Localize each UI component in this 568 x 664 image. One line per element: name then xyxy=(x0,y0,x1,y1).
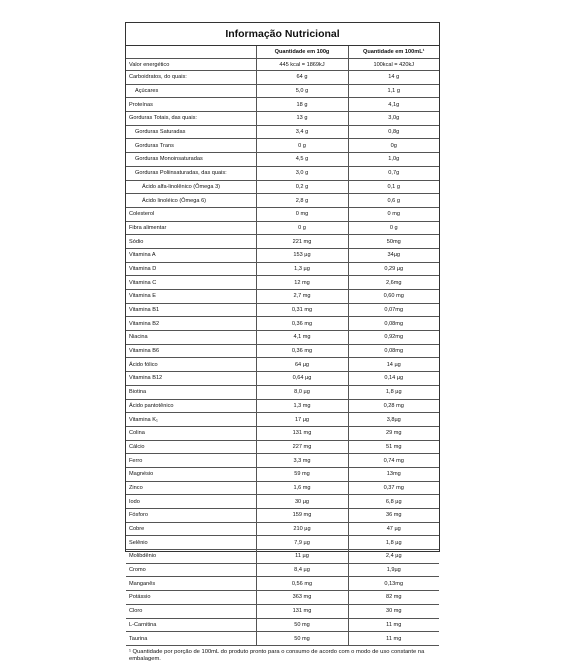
nutrient-row xyxy=(126,221,439,235)
nutrient-row xyxy=(126,344,439,358)
nutrient-name: Ácido pantotênico xyxy=(126,399,256,413)
value-per-100g: 64 g xyxy=(256,71,348,85)
value-per-100ml: 0,92mg xyxy=(348,331,439,345)
value-per-100ml: 0 mg xyxy=(348,207,439,221)
energy-label: Valor energético xyxy=(126,59,256,71)
nutrient-row xyxy=(126,180,439,194)
value-per-100ml: 1,8 µg xyxy=(348,536,439,550)
value-per-100ml: 0,08mg xyxy=(348,317,439,331)
value-per-100g: 159 mg xyxy=(256,509,348,523)
header-nutrient xyxy=(126,46,256,59)
value-per-100g: 0,2 g xyxy=(256,180,348,194)
nutrient-name: Cromo xyxy=(126,563,256,577)
nutrient-row xyxy=(126,71,439,85)
value-per-100ml: 0,28 mg xyxy=(348,399,439,413)
energy-per-100ml: 100kcal = 420kJ xyxy=(348,59,439,71)
nutrient-name: Carboidratos, do quais: xyxy=(126,71,256,85)
nutrient-row xyxy=(126,536,439,550)
nutrient-row xyxy=(126,563,439,577)
value-per-100g: 0,36 mg xyxy=(256,344,348,358)
nutrient-name: Vitamina B12 xyxy=(126,372,256,386)
energy-per-100g: 445 kcal = 1869kJ xyxy=(256,59,348,71)
value-per-100g: 0 mg xyxy=(256,207,348,221)
value-per-100g: 50 mg xyxy=(256,632,348,645)
value-per-100g: 221 mg xyxy=(256,235,348,249)
nutrient-row xyxy=(126,303,439,317)
nutrient-name: Colesterol xyxy=(126,207,256,221)
nutrient-name: Gorduras Monoinsaturadas xyxy=(126,153,256,167)
value-per-100g: 2,7 mg xyxy=(256,290,348,304)
nutrient-name: Ácido linoléico (Ômega 6) xyxy=(126,194,256,208)
nutrient-name: Cobre xyxy=(126,522,256,536)
nutrient-name: Manganês xyxy=(126,577,256,591)
nutrient-row xyxy=(126,290,439,304)
nutrient-row xyxy=(126,331,439,345)
nutrient-row xyxy=(126,84,439,98)
value-per-100g: 1,3 µg xyxy=(256,262,348,276)
nutrient-name: Vitamina E xyxy=(126,290,256,304)
value-per-100g: 0,36 mg xyxy=(256,317,348,331)
value-per-100g: 153 µg xyxy=(256,248,348,262)
value-per-100g: 50 mg xyxy=(256,618,348,632)
nutrient-name: Cloro xyxy=(126,604,256,618)
nutrient-name: Ferro xyxy=(126,454,256,468)
nutrient-row xyxy=(126,618,439,632)
nutrient-name: Ácido alfa-linolênico (Ômega 3) xyxy=(126,180,256,194)
value-per-100g: 3,0 g xyxy=(256,166,348,180)
value-per-100ml: 36 mg xyxy=(348,509,439,523)
value-per-100g: 17 µg xyxy=(256,413,348,427)
value-per-100ml: 34µg xyxy=(348,248,439,262)
nutrient-row xyxy=(126,399,439,413)
value-per-100g: 59 mg xyxy=(256,467,348,481)
nutrient-name: Açúcares xyxy=(126,84,256,98)
value-per-100ml: 82 mg xyxy=(348,591,439,605)
value-per-100ml: 1,9µg xyxy=(348,563,439,577)
nutrient-name: Zinco xyxy=(126,481,256,495)
value-per-100ml: 0,60 mg xyxy=(348,290,439,304)
nutrient-name: Colina xyxy=(126,426,256,440)
value-per-100ml: 11 mg xyxy=(348,618,439,632)
nutrient-row xyxy=(126,317,439,331)
nutrient-row xyxy=(126,194,439,208)
value-per-100ml: 14 g xyxy=(348,71,439,85)
nutrient-row xyxy=(126,522,439,536)
value-per-100g: 1,3 mg xyxy=(256,399,348,413)
value-per-100g: 0 g xyxy=(256,221,348,235)
nutrient-name: Molibdênio xyxy=(126,550,256,564)
value-per-100g: 0,56 mg xyxy=(256,577,348,591)
value-per-100g: 131 mg xyxy=(256,604,348,618)
nutrient-row xyxy=(126,207,439,221)
value-per-100ml: 0,07mg xyxy=(348,303,439,317)
value-per-100g: 3,4 g xyxy=(256,125,348,139)
value-per-100g: 7,9 µg xyxy=(256,536,348,550)
nutrition-facts-panel xyxy=(125,22,440,663)
nutrient-name: Gorduras Trans xyxy=(126,139,256,153)
value-per-100ml: 4,1g xyxy=(348,98,439,112)
value-per-100ml: 6,8 µg xyxy=(348,495,439,509)
value-per-100ml: 2,6mg xyxy=(348,276,439,290)
nutrient-row xyxy=(126,495,439,509)
nutrient-row xyxy=(126,413,439,427)
value-per-100ml: 0,1 g xyxy=(348,180,439,194)
value-per-100ml: 2,4 µg xyxy=(348,550,439,564)
nutrient-name: Gorduras Totais, das quais: xyxy=(126,112,256,126)
header-per-100ml: Quantidade em 100mL¹ xyxy=(348,46,439,59)
value-per-100ml: 11 mg xyxy=(348,632,439,645)
nutrient-row xyxy=(126,426,439,440)
value-per-100g: 30 µg xyxy=(256,495,348,509)
value-per-100ml: 0,8g xyxy=(348,125,439,139)
nutrient-row xyxy=(126,550,439,564)
value-per-100ml: 47 µg xyxy=(348,522,439,536)
nutrient-row xyxy=(126,166,439,180)
value-per-100ml: 1,0g xyxy=(348,153,439,167)
nutrient-row xyxy=(126,454,439,468)
value-per-100g: 8,4 µg xyxy=(256,563,348,577)
nutrient-row xyxy=(126,125,439,139)
value-per-100ml: 29 mg xyxy=(348,426,439,440)
value-per-100g: 64 µg xyxy=(256,358,348,372)
value-per-100g: 0,64 µg xyxy=(256,372,348,386)
nutrient-row xyxy=(126,591,439,605)
value-per-100ml: 0,37 mg xyxy=(348,481,439,495)
nutrient-name: Vitamina D xyxy=(126,262,256,276)
value-per-100g: 131 mg xyxy=(256,426,348,440)
nutrient-row xyxy=(126,604,439,618)
value-per-100ml: 0,13mg xyxy=(348,577,439,591)
nutrient-name: L-Carnitina xyxy=(126,618,256,632)
nutrient-row xyxy=(126,577,439,591)
nutrient-name: Vitamina K₁ xyxy=(126,413,256,427)
value-per-100g: 18 g xyxy=(256,98,348,112)
value-per-100g: 363 mg xyxy=(256,591,348,605)
nutrient-name: Gorduras Poliinsaturadas, das quais: xyxy=(126,166,256,180)
nutrient-name: Vitamina C xyxy=(126,276,256,290)
nutrient-name: Fósforo xyxy=(126,509,256,523)
value-per-100ml: 0,14 µg xyxy=(348,372,439,386)
nutrient-row xyxy=(126,509,439,523)
nutrient-name: Taurina xyxy=(126,632,256,645)
nutrient-name: Vitamina A xyxy=(126,248,256,262)
header-per-100g: Quantidade em 100g xyxy=(256,46,348,59)
value-per-100g: 13 g xyxy=(256,112,348,126)
nutrient-name: Gorduras Saturadas xyxy=(126,125,256,139)
value-per-100g: 8,0 µg xyxy=(256,385,348,399)
header-row xyxy=(126,46,439,59)
nutrition-table xyxy=(126,46,439,645)
value-per-100ml: 1,1 g xyxy=(348,84,439,98)
value-per-100ml: 50mg xyxy=(348,235,439,249)
value-per-100ml: 0g xyxy=(348,139,439,153)
nutrient-row xyxy=(126,358,439,372)
nutrient-name: Biotina xyxy=(126,385,256,399)
nutrient-row xyxy=(126,235,439,249)
nutrient-name: Cálcio xyxy=(126,440,256,454)
nutrient-name: Selênio xyxy=(126,536,256,550)
nutrient-name: Iodo xyxy=(126,495,256,509)
value-per-100g: 5,0 g xyxy=(256,84,348,98)
nutrient-name: Vitamina B6 xyxy=(126,344,256,358)
value-per-100ml: 14 µg xyxy=(348,358,439,372)
nutrient-row xyxy=(126,467,439,481)
nutrient-row xyxy=(126,440,439,454)
nutrient-name: Ácido fólico xyxy=(126,358,256,372)
value-per-100ml: 13mg xyxy=(348,467,439,481)
nutrient-row xyxy=(126,112,439,126)
value-per-100ml: 1,8 µg xyxy=(348,385,439,399)
value-per-100ml: 3,8µg xyxy=(348,413,439,427)
panel-title: Informação Nutricional xyxy=(126,23,439,46)
value-per-100ml: 0,08mg xyxy=(348,344,439,358)
nutrient-row xyxy=(126,372,439,386)
nutrient-name: Fibra alimentar xyxy=(126,221,256,235)
nutrient-name: Potássio xyxy=(126,591,256,605)
energy-row xyxy=(126,59,439,71)
nutrient-row xyxy=(126,276,439,290)
nutrient-row xyxy=(126,248,439,262)
nutrient-name: Niacina xyxy=(126,331,256,345)
value-per-100g: 11 µg xyxy=(256,550,348,564)
nutrient-row xyxy=(126,481,439,495)
value-per-100ml: 0,6 g xyxy=(348,194,439,208)
value-per-100ml: 51 mg xyxy=(348,440,439,454)
nutrient-row xyxy=(126,262,439,276)
value-per-100ml: 0,29 µg xyxy=(348,262,439,276)
value-per-100g: 12 mg xyxy=(256,276,348,290)
footnote: ¹ Quantidade por porção de 100mL do produto pronto para o consumo de acordo com o modo de uso constante na embalagem. xyxy=(126,645,439,664)
nutrient-name: Vitamina B2 xyxy=(126,317,256,331)
value-per-100g: 4,5 g xyxy=(256,153,348,167)
value-per-100g: 3,3 mg xyxy=(256,454,348,468)
value-per-100g: 0,31 mg xyxy=(256,303,348,317)
value-per-100ml: 3,0g xyxy=(348,112,439,126)
value-per-100g: 2,8 g xyxy=(256,194,348,208)
value-per-100g: 1,6 mg xyxy=(256,481,348,495)
nutrient-name: Magnésio xyxy=(126,467,256,481)
value-per-100ml: 0 g xyxy=(348,221,439,235)
value-per-100g: 210 µg xyxy=(256,522,348,536)
value-per-100ml: 30 mg xyxy=(348,604,439,618)
value-per-100g: 4,1 mg xyxy=(256,331,348,345)
nutrient-row xyxy=(126,139,439,153)
value-per-100g: 0 g xyxy=(256,139,348,153)
nutrient-row xyxy=(126,153,439,167)
value-per-100g: 227 mg xyxy=(256,440,348,454)
nutrient-row xyxy=(126,98,439,112)
nutrient-name: Vitamina B1 xyxy=(126,303,256,317)
nutrient-row xyxy=(126,632,439,645)
nutrient-name: Proteínas xyxy=(126,98,256,112)
nutrient-row xyxy=(126,385,439,399)
value-per-100ml: 0,7g xyxy=(348,166,439,180)
nutrient-name: Sódio xyxy=(126,235,256,249)
value-per-100ml: 0,74 mg xyxy=(348,454,439,468)
